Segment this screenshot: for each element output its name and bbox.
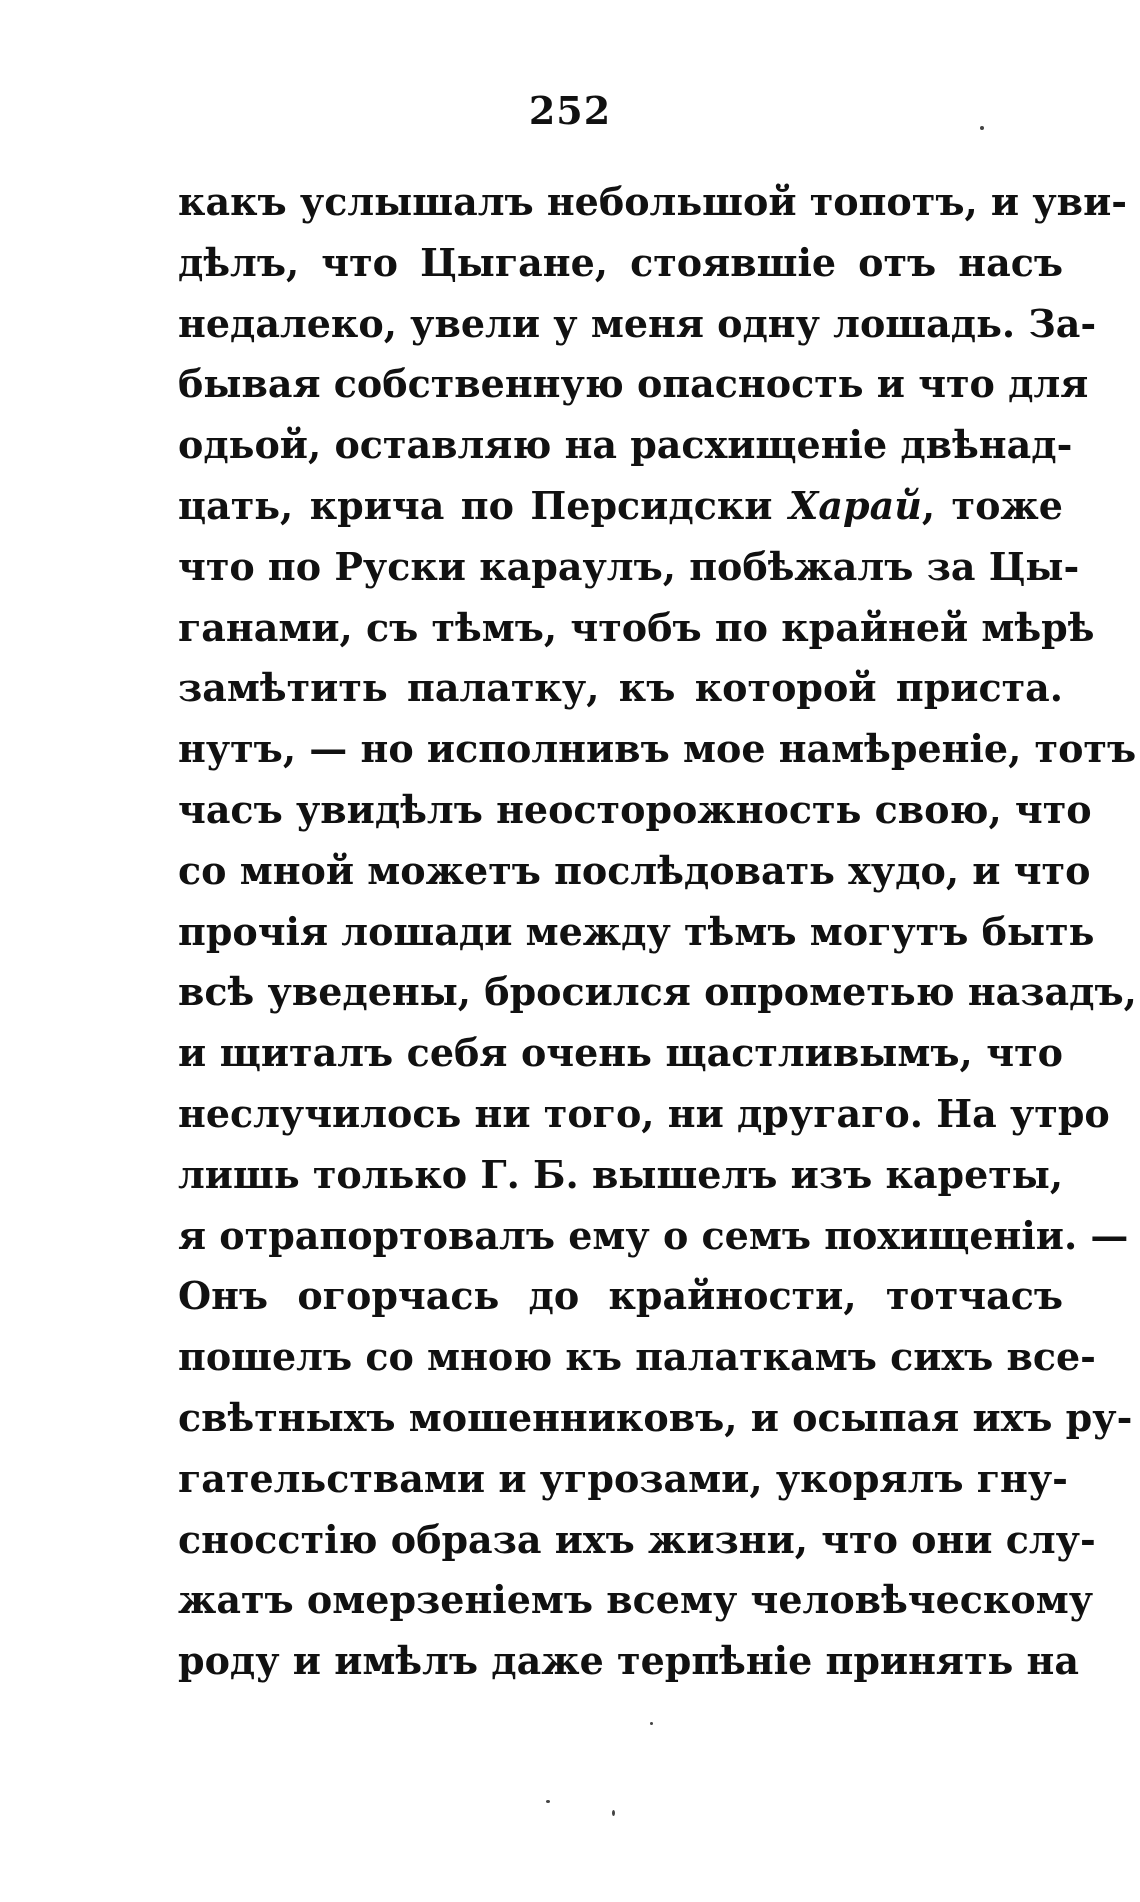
- text-line: неслучилось ни того, ни другаго. На утро: [178, 1090, 1110, 1136]
- body-text: [178, 172, 1137, 1692]
- text-line: недалеко, увели у меня одну лошадь. За-: [178, 300, 1097, 346]
- text-line: замѣтить палатку, къ которой приста.: [178, 665, 1063, 711]
- page-number: 252: [528, 88, 612, 133]
- text-line: со мной можетъ послѣдовать худо, и что: [178, 847, 1091, 893]
- text-line: свѣтныхъ мошенниковъ, и осыпая ихъ ру-: [178, 1394, 1133, 1440]
- text-line: одьой, оставляю на расхищеніе двѣнад-: [178, 422, 1073, 468]
- text-line: я отрапортовалъ ему о семъ похищеніи. —: [178, 1212, 1129, 1258]
- text-line: бывая собственную опасность и что для: [178, 361, 1089, 407]
- text-line: лишь только Г. Б. вышелъ изъ кареты,: [178, 1151, 1064, 1197]
- text-line: всѣ уведены, бросился опрометью назадъ,: [178, 969, 1137, 1015]
- text-line: часъ увидѣлъ неосторожность свою, что: [178, 786, 1092, 832]
- italic-word: Харай: [788, 482, 922, 528]
- text-line: прочія лошади между тѣмъ могутъ быть: [178, 908, 1095, 954]
- text-line: Онъ огорчась до крайности, тотчасъ: [178, 1273, 1063, 1319]
- text-line: что по Руски караулъ, побѣжалъ за Цы-: [178, 543, 1080, 589]
- scan-speck: [546, 1800, 550, 1803]
- text-line: гательствами и угрозами, укорялъ гну-: [178, 1455, 1068, 1501]
- text-line: жатъ омерзеніемъ всему человѣческому: [178, 1577, 1094, 1623]
- text-line: роду и имѣлъ даже терпѣніе принять на: [178, 1638, 1079, 1684]
- text-line: нутъ, — но исполнивъ мое намѣреніе, тотъ: [178, 726, 1137, 772]
- text-line: ганами, съ тѣмъ, чтобъ по крайней мѣрѣ: [178, 604, 1095, 650]
- scan-speck: [650, 1722, 653, 1725]
- text-line: дѣлъ, что Цыгане, стоявшіе отъ насъ: [178, 239, 1063, 285]
- scan-speck: [612, 1810, 615, 1816]
- text-line: какъ услышалъ небольшой топотъ, и уви-: [178, 179, 1128, 224]
- text-line: и щиталъ себя очень щастливымъ, что: [178, 1030, 1063, 1076]
- text-line: снoccтію образа ихъ жизни, что они слу-: [178, 1516, 1096, 1562]
- text-line: пошелъ со мною къ палаткамъ сихъ все-: [178, 1334, 1096, 1380]
- text-line: цать, крича по Персидски Харай, тоже: [178, 482, 1063, 528]
- scan-speck: [980, 126, 984, 130]
